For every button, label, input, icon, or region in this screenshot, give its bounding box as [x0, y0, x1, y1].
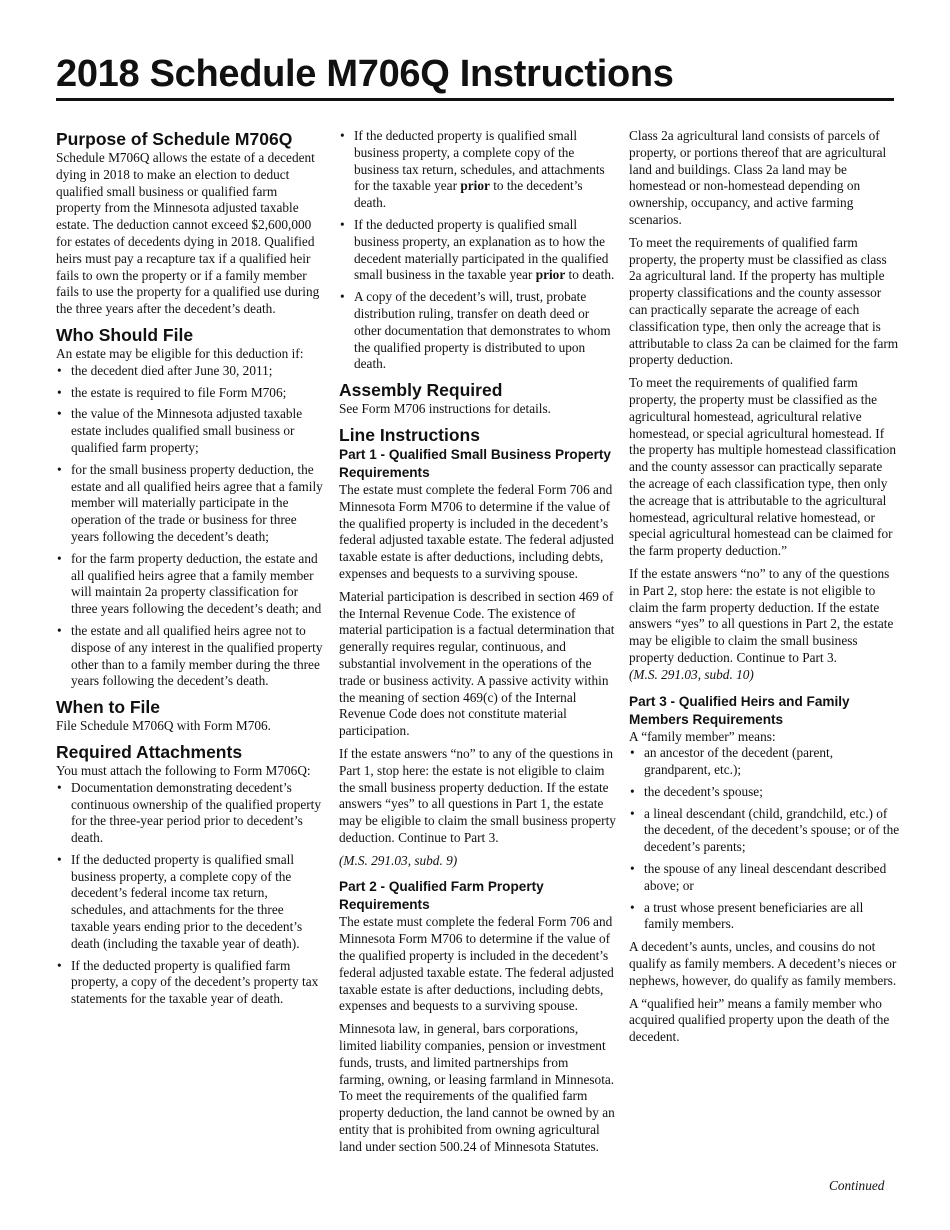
- part1-heading: Part 1 - Qualified Small Business Property Requirements: [339, 446, 611, 480]
- line-instructions-heading: Line Instructions: [339, 424, 480, 445]
- column-1: [56, 128, 324, 1014]
- list-item: • for the small business property deduction, the estate and all qualified heirs agree that a family member will materially participate in the operation of the trade or business for three years following the decedent’s death;: [56, 462, 324, 546]
- part2-paragraph: Minnesota law, in general, bars corporations, limited liability companies, pension or investment funds, trusts, and limited partnerships from farming, owning, or leasing farmland in Minnesota. To meet the requirements of the qualified farm property deduction, the land cannot be owned by an entity that is prohibited from owning agricultural land under section 500.24 of Minnesota Statutes.: [339, 1021, 615, 1154]
- list-item: • the value of the Minnesota adjusted taxable estate includes qualified small business or qualified farm property;: [56, 406, 324, 456]
- part2-heading: Part 2 - Qualified Farm Property Requirements: [339, 879, 544, 913]
- part3-paragraph: A “qualified heir” means a family member who acquired qualified property upon the death of the decedent.: [629, 995, 890, 1045]
- attachments-list: [56, 780, 324, 1008]
- column-3: [629, 128, 901, 1052]
- part3-heading: Part 3 - Qualified Heirs and Family Members Requirements: [629, 693, 850, 727]
- list-item: • A copy of the decedent’s will, trust, probate distribution ruling, transfer on death deed or other documentation that demonstrates to whom the qualified property is distributed to upon death.: [339, 289, 617, 373]
- title-rule: [56, 98, 894, 101]
- list-item: • If the deducted property is qualified farm property, a copy of the decedent’s property tax statements for the taxable year of death.: [56, 958, 324, 1008]
- when-to-file-heading: When to File: [56, 697, 161, 718]
- list-item: • an ancestor of the decedent (parent, grandparent, etc.);: [629, 745, 901, 779]
- list-item: • a lineal descendant (child, grandchild, etc.) of the decedent, of the decedent’s spouse; or of the decedent’s parents;: [629, 806, 901, 856]
- part1-paragraph: The estate must complete the federal Form 706 and Minnesota Form M706 to determine if the value of the qualified property is included in the decedent’s federal adjusted taxable estate. The federal adjusted taxable estate is after deductions, including debts, expenses and bequests to a surviving spouse.: [339, 481, 614, 581]
- part1-paragraph: If the estate answers “no” to any of the questions in Part 1, stop here: the estate is not eligible to claim the small business property deduction. If the estate answers “yes” to all questions in Part 1, the estate may be eligible to claim the small business property deduction. Continue to Part 3.: [339, 745, 616, 845]
- purpose-text: Schedule M706Q allows the estate of a decedent dying in 2018 to make an election to deduct qualified small business or qualified farm property from the Minnesota adjusted taxable estate. The deduction cannot exceed $2,600,000 for estates of decedents dying in 2018. Qualified heirs must pay a recapture tax if a qualified heir fails to own the property or if a family member fails to use the property for a qualified use during the three years after the decedent’s death.: [56, 150, 320, 317]
- list-item: • a trust whose present beneficiaries are all family members.: [629, 900, 901, 934]
- attachments-intro: You must attach the following to Form M706Q:: [56, 762, 311, 778]
- purpose-heading: Purpose of Schedule M706Q: [56, 129, 293, 149]
- family-member-list: [629, 745, 901, 933]
- page-title: 2018 Schedule M706Q Instructions: [56, 53, 674, 95]
- list-item: • for the farm property deduction, the estate and all qualified heirs agree that a family member will maintain 2a property classification for three years following the decedent’s death; and: [56, 551, 324, 618]
- list-item: • Documentation demonstrating decedent’s continuous ownership of the qualified property for the three-year period prior to decedent’s death.: [56, 780, 324, 847]
- part2-paragraph: The estate must complete the federal Form 706 and Minnesota Form M706 to determine if the value of the qualified property is included in the decedent’s federal adjusted taxable estate. The federal adjusted taxable estate is after deductions, including debts, expenses and bequests to a surviving spouse.: [339, 914, 614, 1014]
- part2-paragraph: Class 2a agricultural land consists of parcels of property, or portions thereof that are agricultural land and buildings. Class 2a land may be homestead or non-homestead depending on ownership, occupancy, and active farming scenarios.: [629, 128, 887, 227]
- part2-paragraph: To meet the requirements of qualified farm property, the property must be classified as class 2a agricultural land. If the property has multiple property classifications and the county assessor can practically separate the acreage of each classification type, then only the acreage that is attributable to class 2a can be claimed for the farm property deduction.: [629, 234, 899, 368]
- column-2: [339, 128, 617, 1162]
- assembly-heading: Assembly Required: [339, 380, 503, 401]
- part2-paragraph: If the estate answers “no” to any of the questions in Part 2, stop here: the estate is not eligible to claim the farm property deduction. If the estate answers “yes” to all questions in Part 2, the estate may be eligible to claim the small business property deduction. Continue to Part 3.: [629, 565, 894, 665]
- assembly-text: See Form M706 instructions for details.: [339, 401, 551, 417]
- part1-paragraph: Material participation is described in section 469 of the Internal Revenue Code. The existence of material participation is a factual determination that generally requires regular, continuous, and substantial involvement in the operations of the trade or business activity. A passive activity within the meaning of section 469(c) of the Internal Revenue Code does not constitute material participation.: [339, 588, 615, 739]
- list-item: • If the deducted property is qualified small business property, a complete copy of the business tax return, schedules, and attachments for the taxable year prior to the decedent’s death.: [339, 128, 617, 212]
- list-item: • If the deducted property is qualified small business property, a complete copy of the decedent’s federal income tax return, schedules, and attachments for the three taxable years ending prior to the decedent’s death (including the taxable year of death).: [56, 852, 324, 953]
- who-intro: An estate may be eligible for this deduction if:: [56, 345, 304, 361]
- part3-intro: A “family member” means:: [629, 728, 776, 744]
- part3-paragraph: A decedent’s aunts, uncles, and cousins do not qualify as family members. A decedent’s nieces or nephews, however, do qualify as family members.: [629, 939, 897, 988]
- list-item: • the estate and all qualified heirs agree not to dispose of any interest in the qualified property other than to a family member during the three years following the decedent’s death.: [56, 623, 324, 690]
- list-item: • the decedent died after June 30, 2011;: [56, 363, 324, 380]
- list-item: • the estate is required to file Form M706;: [56, 385, 324, 402]
- list-item: • the decedent’s spouse;: [629, 784, 901, 801]
- who-should-file-heading: Who Should File: [56, 324, 194, 345]
- who-list: [56, 363, 324, 690]
- list-item: • If the deducted property is qualified small business property, an explanation as to how the decedent materially participated in the qualified small business in the taxable year prior to death.: [339, 217, 617, 284]
- part2-paragraph: To meet the requirements of qualified farm property, the property must be classified as the agricultural homestead, agricultural relative homestead, or special agricultural homestead. If the property has multiple homestead classification and the county assessor can practically separate the acreage of each classification type, then only the acreage that is attributable to the agricultural homestead, agricultural relative homestead, or special agricultural homestead can be claimed for the farm property deduction.”: [629, 375, 896, 559]
- list-item: • the spouse of any lineal descendant described above; or: [629, 861, 901, 895]
- when-text: File Schedule M706Q with Form M706.: [56, 718, 271, 734]
- required-attachments-heading: Required Attachments: [56, 741, 243, 762]
- attachments-list-continued: [339, 128, 617, 373]
- part1-citation: (M.S. 291.03, subd. 9): [339, 852, 458, 868]
- continued-label: Continued: [829, 1178, 885, 1193]
- part2-citation: (M.S. 291.03, subd. 10): [629, 666, 754, 682]
